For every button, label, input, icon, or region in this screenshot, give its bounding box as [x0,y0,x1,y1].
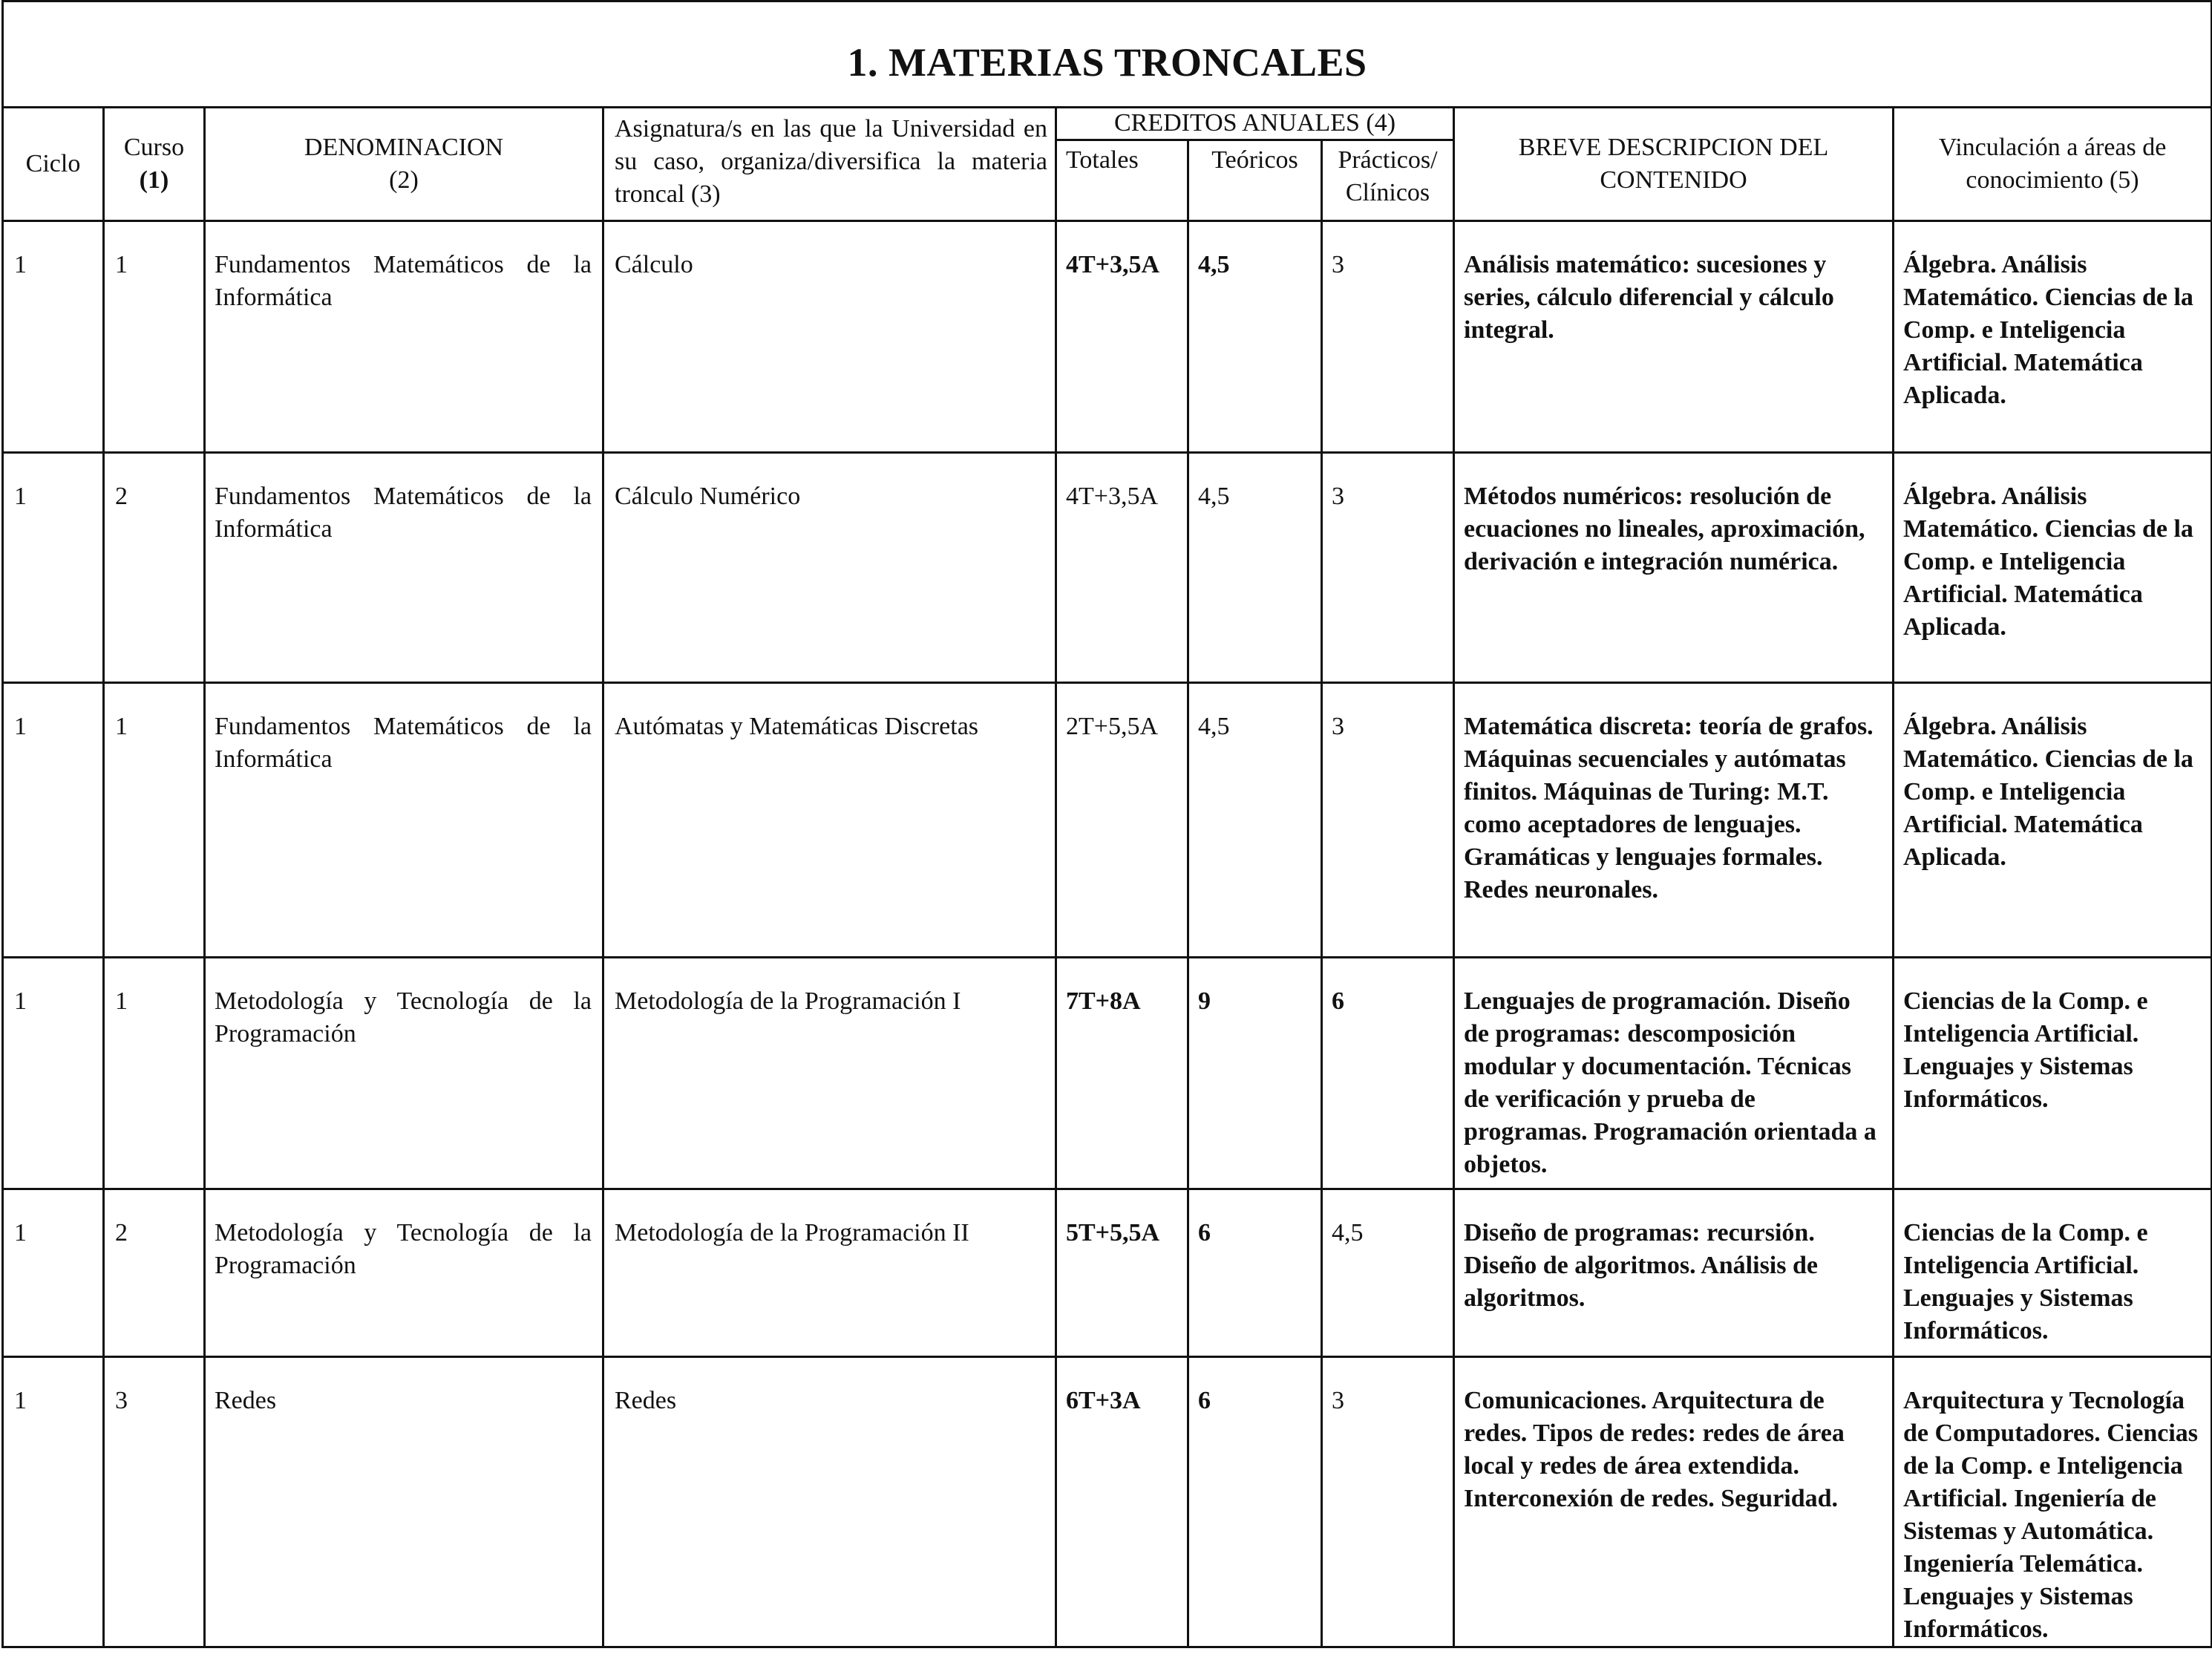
cell-denominacion: Fundamentos Matemáticos de la Informática [205,453,603,683]
header-denominacion-label: DENOMINACION [304,134,504,161]
cell-totales: 6T+3A [1056,1357,1188,1647]
header-descripcion [1454,108,1894,221]
cell-practicos: 4,5 [1322,1189,1454,1357]
header-descripcion-label: BREVE DESCRIPCION DEL CONTENIDO [1518,134,1829,194]
cell-areas: Ciencias de la Comp. e Inteligencia Artificial. Lenguajes y Sistemas Informáticos. [1894,958,2212,1189]
header-curso-note: (1) [139,166,169,194]
cell-totales: 7T+8A [1056,958,1188,1189]
table-row [3,1189,2212,1357]
cell-curso: 2 [104,1189,205,1357]
cell-denominacion: Metodología y Tecnología de la Programación [205,958,603,1189]
cell-teoricos: 6 [1188,1357,1322,1647]
header-practicos-label: Prácticos/ Clínicos [1338,146,1438,206]
cell-ciclo: 1 [3,683,104,958]
cell-asignatura: Metodología de la Programación I [603,958,1056,1189]
cell-asignatura: Autómatas y Matemáticas Discretas [603,683,1056,958]
cell-teoricos: 9 [1188,958,1322,1189]
table-row [3,683,2212,958]
cell-denominacion: Redes [205,1357,603,1647]
cell-areas: Álgebra. Análisis Matemático. Ciencias de la Comp. e Inteligencia Artificial. Matemática Aplicada. [1894,221,2212,453]
cell-descripcion: Matemática discreta: teoría de grafos. Máquinas secuenciales y autómatas finitos. Máquinas de Turing: M.T. como aceptadores de lenguajes. Gramáticas y lenguajes formales. Redes neuronales. [1454,683,1894,958]
cell-curso: 1 [104,683,205,958]
cell-descripcion: Análisis matemático: sucesiones y series, cálculo diferencial y cálculo integral. [1454,221,1894,453]
cell-denominacion: Fundamentos Matemáticos de la Informática [205,221,603,453]
cell-practicos: 3 [1322,683,1454,958]
header-vinculacion [1894,108,2212,221]
cell-ciclo: 1 [3,1357,104,1647]
cell-descripcion: Lenguajes de programación. Diseño de programas: descomposición modular y documentación. Técnicas de verificación y prueba de programas. Programación orientada a objetos. [1454,958,1894,1189]
header-teoricos [1188,140,1322,220]
materias-troncales-table [1,0,2212,1648]
cell-asignatura: Cálculo [603,221,1056,453]
cell-asignatura: Metodología de la Programación II [603,1189,1056,1357]
cell-practicos: 3 [1322,221,1454,453]
cell-ciclo: 1 [3,958,104,1189]
header-teoricos-label: Teóricos [1211,146,1298,174]
cell-areas: Álgebra. Análisis Matemático. Ciencias de la Comp. e Inteligencia Artificial. Matemática Aplicada. [1894,683,2212,958]
header-asignatura [603,108,1056,221]
cell-areas: Álgebra. Análisis Matemático. Ciencias de la Comp. e Inteligencia Artificial. Matemática Aplicada. [1894,453,2212,683]
cell-descripcion: Comunicaciones. Arquitectura de redes. Tipos de redes: redes de área local y redes de área extendida. Interconexión de redes. Seguridad. [1454,1357,1894,1647]
cell-curso: 3 [104,1357,205,1647]
cell-totales: 4T+3,5A [1056,453,1188,683]
cell-curso: 2 [104,453,205,683]
cell-ciclo: 1 [3,1189,104,1357]
header-totales-label: Totales [1066,146,1139,174]
table-row [3,1357,2212,1647]
header-ciclo [3,108,104,221]
header-asignatura-label: Asignatura/s en las que la Universidad en su caso, organiza/diversifica la materia troncal (3) [615,115,1047,208]
header-creditos-label: CREDITOS ANUALES (4) [1113,109,1396,137]
cell-curso: 1 [104,221,205,453]
cell-asignatura: Redes [603,1357,1056,1647]
cell-teoricos: 6 [1188,1189,1322,1357]
cell-curso: 1 [104,958,205,1189]
header-curso-label: Curso [123,134,185,161]
header-ciclo-label: Ciclo [25,150,81,177]
table-row [3,958,2212,1189]
cell-ciclo: 1 [3,221,104,453]
cell-teoricos: 4,5 [1188,683,1322,958]
cell-asignatura: Cálculo Numérico [603,453,1056,683]
cell-practicos: 3 [1322,1357,1454,1647]
cell-descripcion: Diseño de programas: recursión. Diseño de algoritmos. Análisis de algoritmos. [1454,1189,1894,1357]
header-totales [1056,140,1188,220]
cell-totales: 2T+5,5A [1056,683,1188,958]
cell-ciclo: 1 [3,453,104,683]
table-row [3,453,2212,683]
cell-totales: 5T+5,5A [1056,1189,1188,1357]
header-curso [104,108,205,221]
page-title-text: 1. MATERIAS TRONCALES [847,40,1367,85]
cell-teoricos: 4,5 [1188,453,1322,683]
header-denominacion [205,108,603,221]
page-title [3,1,2212,108]
cell-areas: Ciencias de la Comp. e Inteligencia Artificial. Lenguajes y Sistemas Informáticos. [1894,1189,2212,1357]
table-row [3,221,2212,453]
cell-practicos: 6 [1322,958,1454,1189]
cell-denominacion: Metodología y Tecnología de la Programación [205,1189,603,1357]
cell-teoricos: 4,5 [1188,221,1322,453]
cell-denominacion: Fundamentos Matemáticos de la Informática [205,683,603,958]
cell-practicos: 3 [1322,453,1454,683]
header-denominacion-note: (2) [389,166,419,194]
header-vinculacion-label: Vinculación a áreas de conocimiento (5) [1938,134,2167,194]
header-creditos [1056,108,1454,140]
cell-descripcion: Métodos numéricos: resolución de ecuaciones no lineales, aproximación, derivación e integración numérica. [1454,453,1894,683]
cell-areas: Arquitectura y Tecnología de Computadores. Ciencias de la Comp. e Inteligencia Artificial. Ingeniería de Sistemas y Automática. Ingeniería Telemática. Lenguajes y Sistemas Informáticos. [1894,1357,2212,1647]
header-practicos [1322,140,1454,220]
cell-totales: 4T+3,5A [1056,221,1188,453]
